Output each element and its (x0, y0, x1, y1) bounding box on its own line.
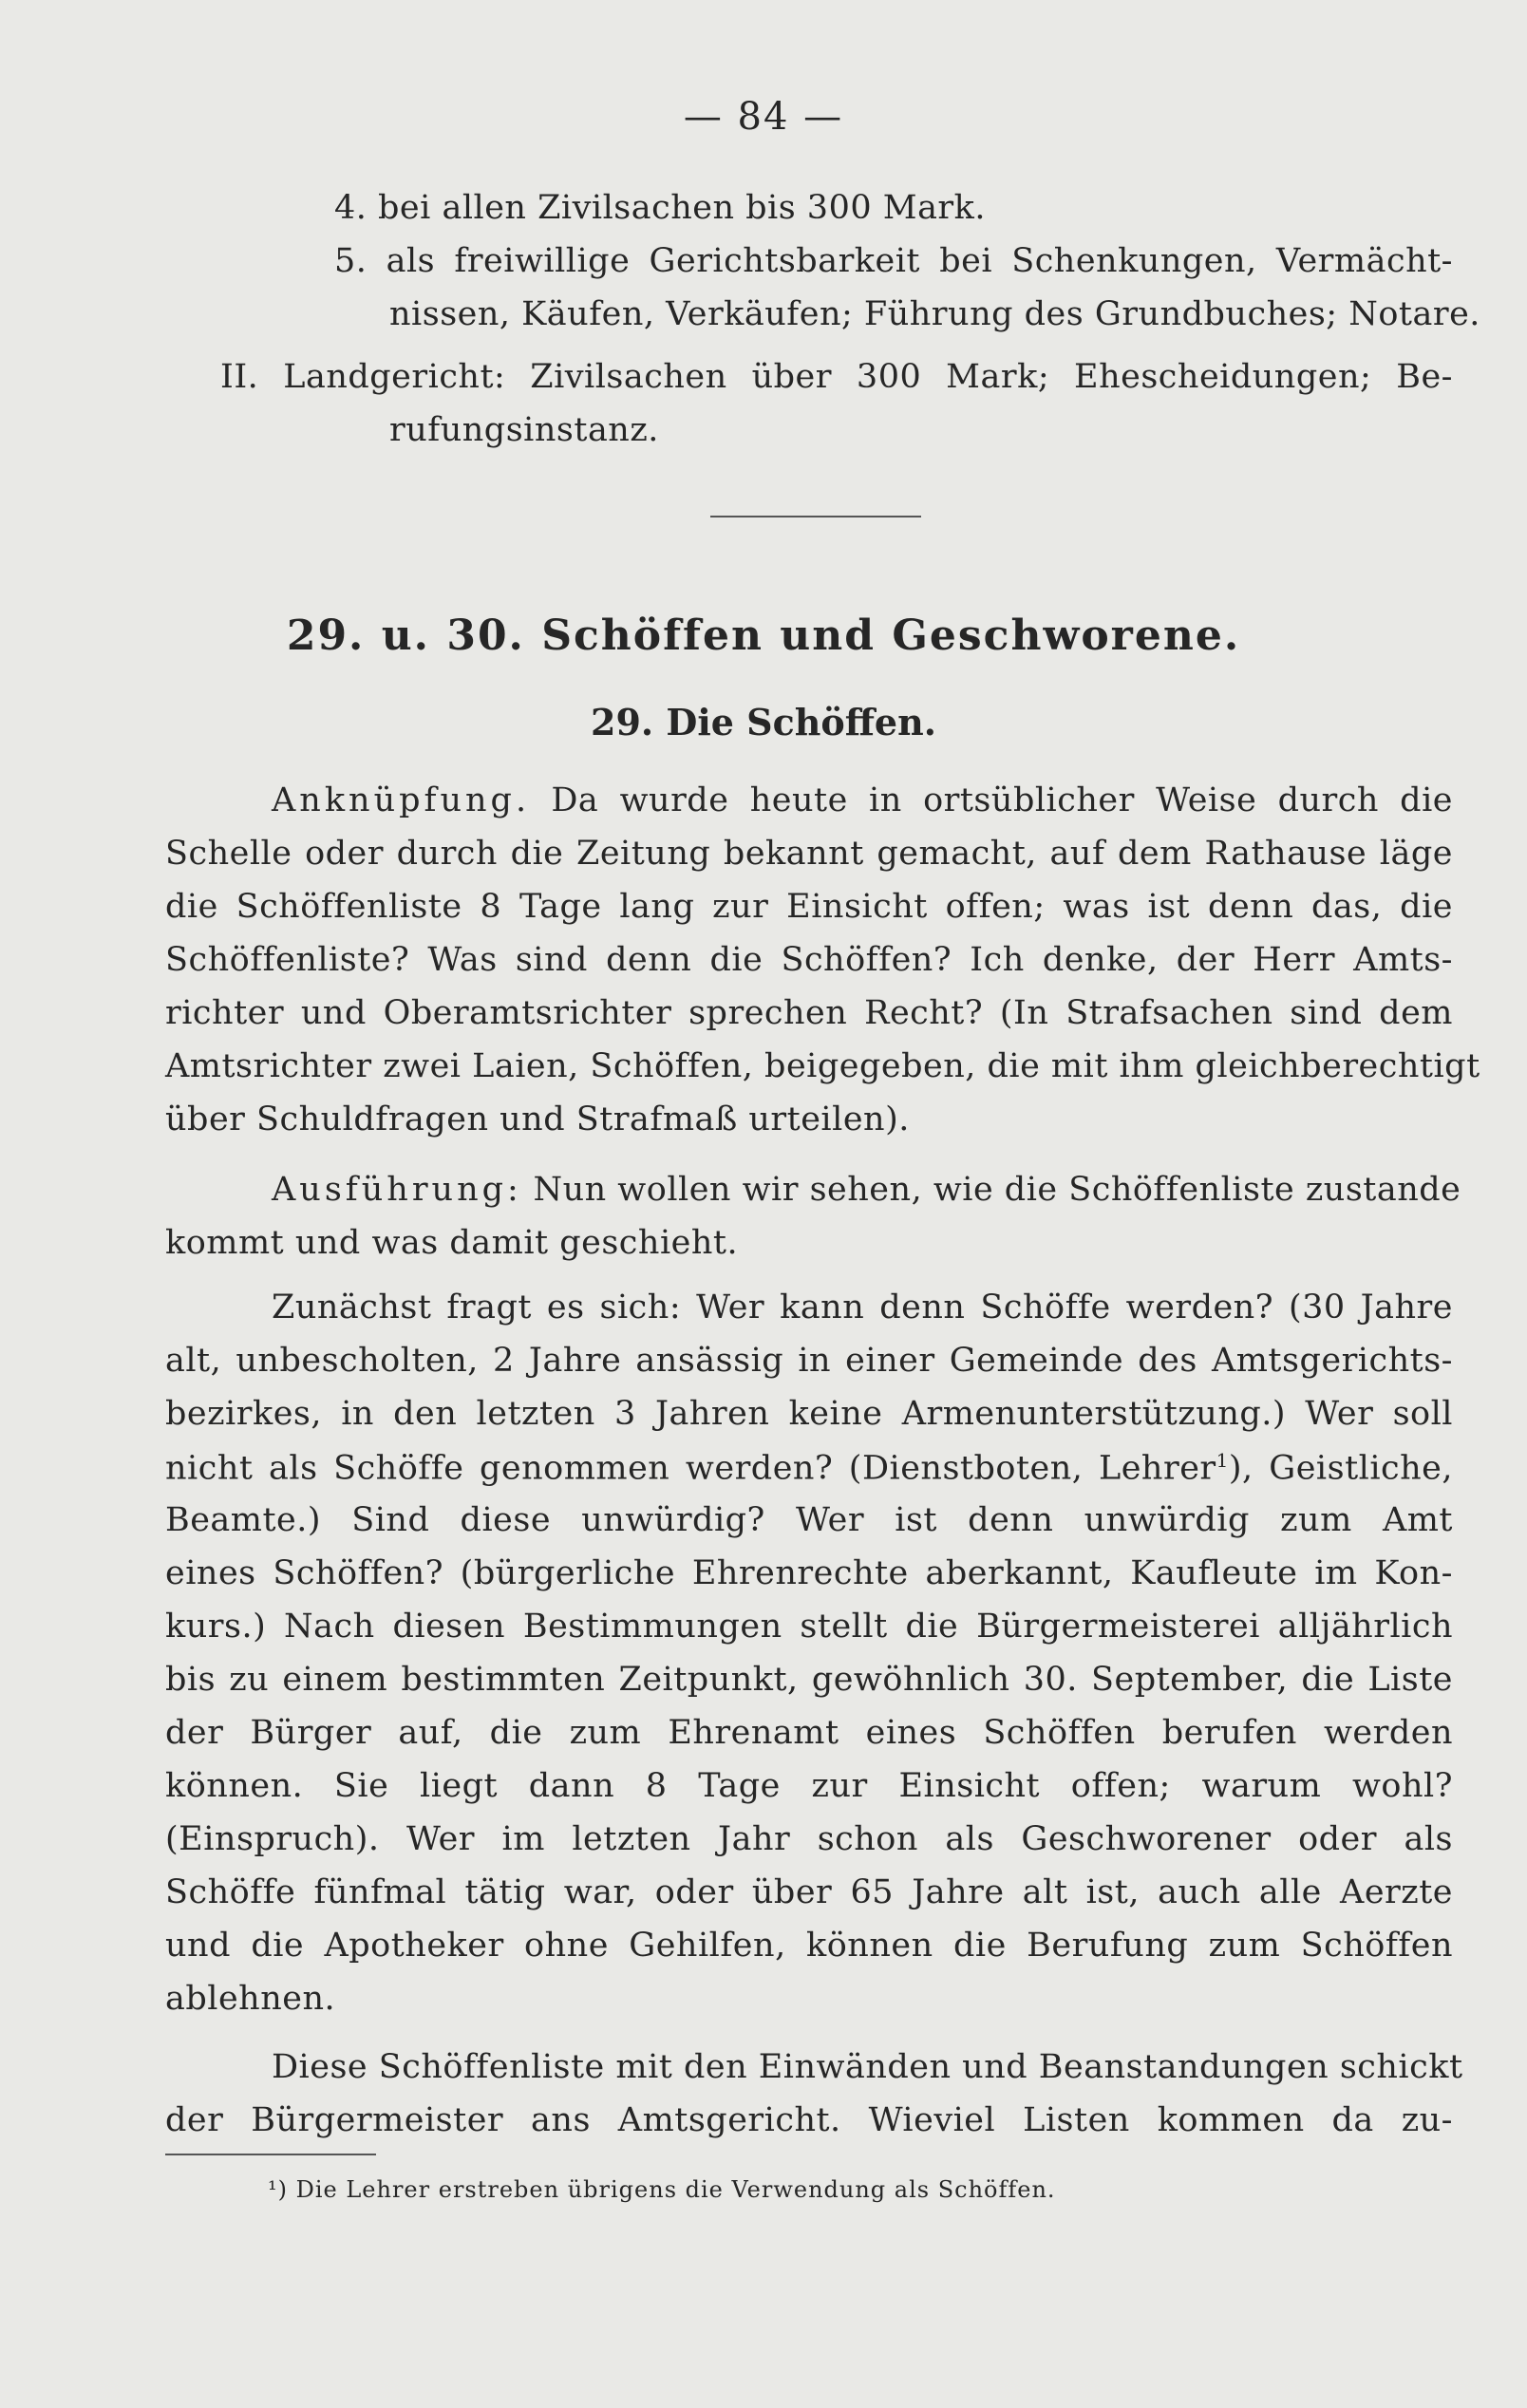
paragraph-line: Ausführung: Nun wollen wir sehen, wie die Schöffenliste zustande (272, 1171, 1461, 1209)
footnote-divider (165, 2154, 376, 2155)
paragraph-line: kommt und was damit geschieht. (165, 1224, 739, 1262)
section-heading: 29. u. 30. Schöffen und Geschworene. (286, 611, 1241, 660)
paragraph-line: bezirkes, in den letzten 3 Jahren keine Armenunterstützung.) Wer soll (165, 1395, 1453, 1433)
lead-word: Anknüpfung. (272, 781, 531, 819)
list-item-5-line1: 5. als freiwillige Gerichtsbarkeit bei Schenkungen, Vermächt- (334, 242, 1453, 280)
paragraph-line: (Einspruch). Wer im letzten Jahr schon als Geschworener oder als (165, 1820, 1453, 1858)
paragraph-line: eines Schöffen? (bürgerliche Ehrenrechte aberkannt, Kaufleute im Kon- (165, 1554, 1453, 1592)
paragraph-line: bis zu einem bestimmten Zeitpunkt, gewöhnlich 30. September, die Liste (165, 1661, 1453, 1699)
paragraph-line: über Schuldfragen und Strafmaß urteilen). (165, 1101, 910, 1138)
paragraph-line: Amtsrichter zwei Laien, Schöffen, beigegeben, die mit ihm gleichberechtigt (165, 1047, 1480, 1085)
footnote: ¹) Die Lehrer erstreben übrigens die Verwendung als Schöffen. (268, 2176, 1056, 2203)
paragraph-line: können. Sie liegt dann 8 Tage zur Einsicht offen; warum wohl? (165, 1767, 1453, 1805)
subsection-heading: 29. Die Schöffen. (591, 701, 936, 743)
lead-word: Ausführung: (272, 1171, 522, 1209)
list-item-4: 4. bei allen Zivilsachen bis 300 Mark. (334, 189, 986, 227)
section-divider (710, 516, 921, 517)
paragraph-line: der Bürger auf, die zum Ehrenamt eines Schöffen berufen werden (165, 1714, 1453, 1752)
list-item-II-line2: rufungsinstanz. (389, 411, 659, 449)
list-item-II-line1: II. Landgericht: Zivilsachen über 300 Mark; Ehescheidungen; Be- (220, 358, 1453, 396)
page-number: — 84 — (683, 95, 844, 139)
footnote-marker: 1 (1216, 1449, 1229, 1472)
paragraph-line: die Schöffenliste 8 Tage lang zur Einsicht offen; was ist denn das, die (165, 888, 1453, 926)
paragraph-line: Schöffenliste? Was sind denn die Schöffen? Ich denke, der Herr Amts- (165, 941, 1453, 979)
paragraph-line: Diese Schöffenliste mit den Einwänden und Beanstandungen schickt (272, 2048, 1463, 2086)
paragraph-line: Zunächst fragt es sich: Wer kann denn Schöffe werden? (30 Jahre (272, 1289, 1453, 1326)
paragraph-line: der Bürgermeister ans Amtsgericht. Wieviel Listen kommen da zu- (165, 2101, 1453, 2139)
paragraph-line: richter und Oberamtsrichter sprechen Recht? (In Strafsachen sind dem (165, 994, 1453, 1032)
paragraph-line: kurs.) Nach diesen Bestimmungen stellt die Bürgermeisterei alljährlich (165, 1608, 1453, 1646)
paragraph-line: Beamte.) Sind diese unwürdig? Wer ist denn unwürdig zum Amt (165, 1501, 1453, 1539)
list-item-5-line2: nissen, Käufen, Verkäufen; Führung des Grundbuches; Notare. (389, 295, 1480, 333)
paragraph-line: und die Apotheker ohne Gehilfen, können die Berufung zum Schöffen (165, 1927, 1453, 1965)
paragraph-line: Schöffe fünfmal tätig war, oder über 65 Jahre alt ist, auch alle Aerzte (165, 1873, 1453, 1911)
paragraph-line: Schelle oder durch die Zeitung bekannt gemacht, auf dem Rathause läge (165, 835, 1453, 873)
paragraph-line: alt, unbescholten, 2 Jahre ansässig in einer Gemeinde des Amtsgerichts- (165, 1342, 1453, 1380)
paragraph-line: nicht als Schöffe genommen werden? (Dienstboten, Lehrer$^1$), Geistliche, (165, 1449, 1453, 1488)
paragraph-line: Anknüpfung. Da wurde heute in ortsüblicher Weise durch die (272, 781, 1453, 819)
paragraph-line: ablehnen. (165, 1980, 336, 2018)
